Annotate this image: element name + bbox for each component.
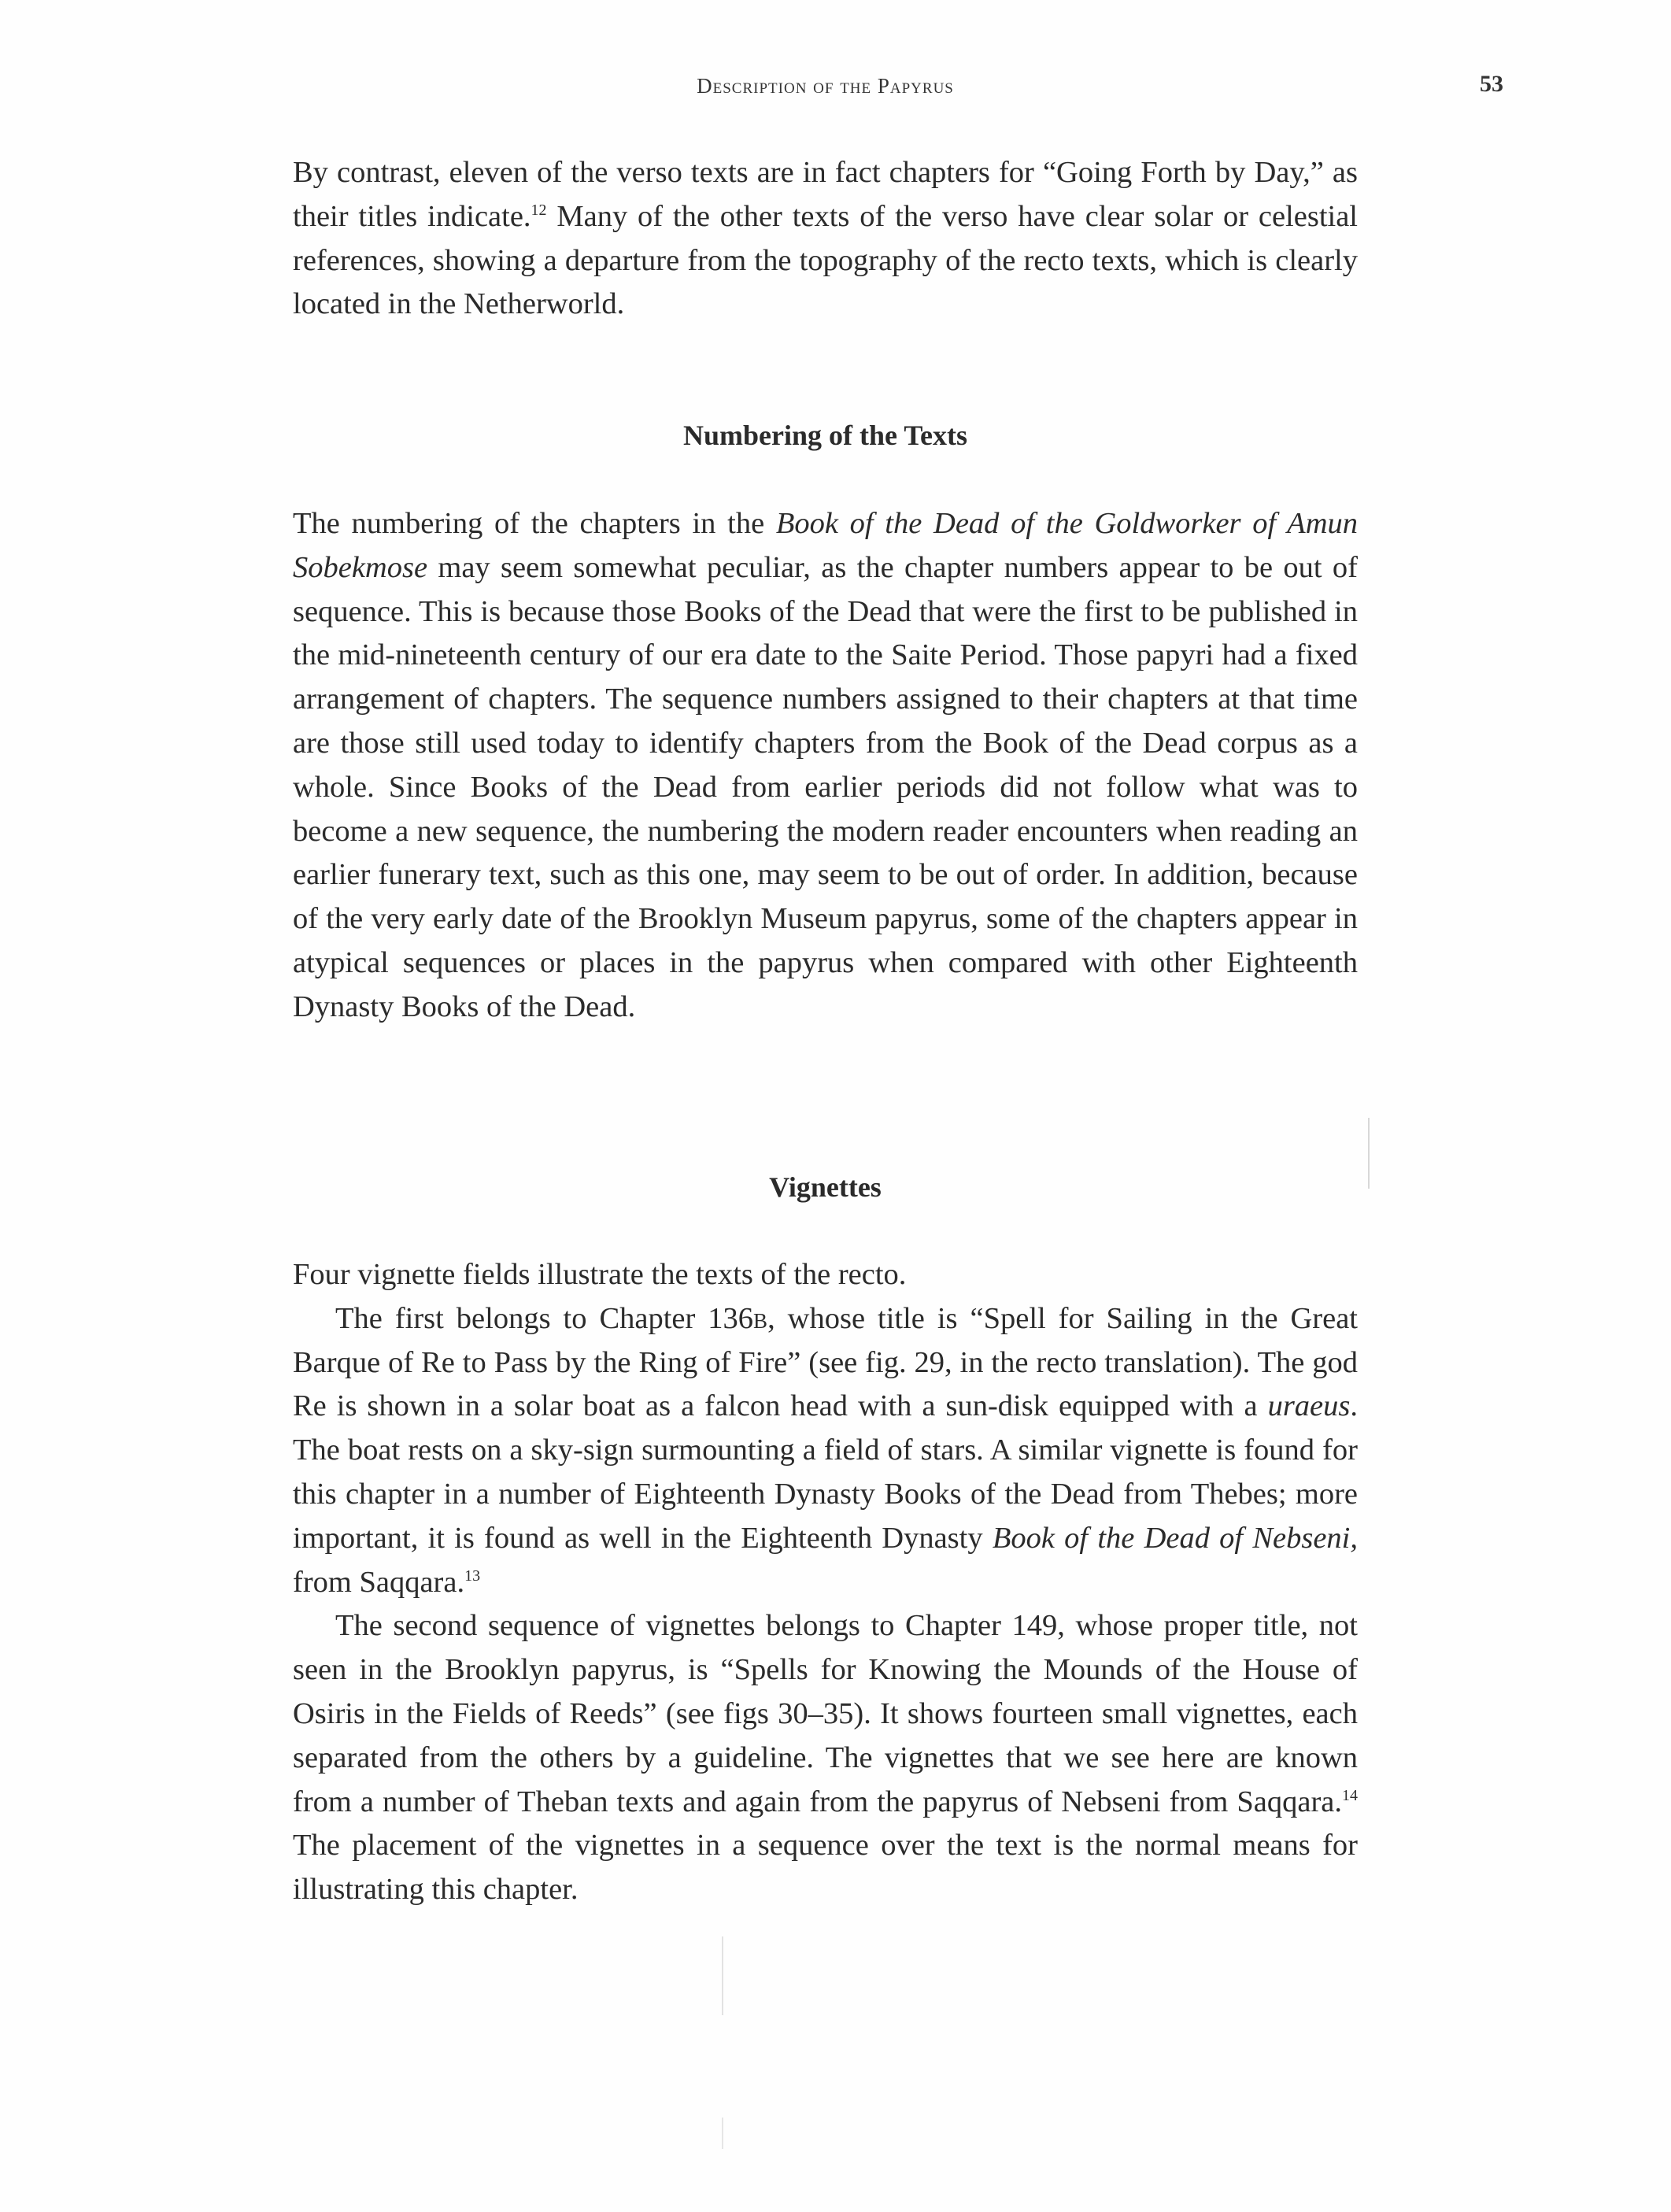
- vignettes-paragraph-2: [293, 1297, 1358, 1605]
- paragraph-text: By contrast, eleven of the verso texts are in fact chapters for “Going Forth by Day,” as their titles indicate.: [293, 156, 1358, 233]
- book-title: Book of the Dead of Nebseni,: [992, 1521, 1358, 1555]
- numbering-paragraph: [293, 502, 1358, 1030]
- intro-paragraph: [293, 151, 1358, 327]
- chapter-suffix: b: [753, 1301, 768, 1335]
- paragraph-text: The second sequence of vignettes belongs to Chapter 149, whose proper title, not seen in the Brooklyn papyrus, is “Spells for Knowing the Mounds of the House of Osiris in the Fields of Reeds” (see figs 30–35). It shows fourteen small vignettes, each separated from the others by a guideline. The vignettes that we see here are known from a number of Theban texts and again from the papyrus of Nebseni from Saqqara.: [293, 1609, 1358, 1818]
- paragraph-text: The first belongs to Chapter 136: [335, 1301, 754, 1335]
- italic-term: uraeus: [1267, 1389, 1351, 1423]
- paragraph-text: The numbering of the chapters in the: [293, 507, 776, 540]
- running-head: Description of the Papyrus: [697, 74, 954, 98]
- section-heading-vignettes: Vignettes: [769, 1171, 882, 1203]
- book-title: Book of the Dead of the Goldworker of Amun Sobekmose: [293, 507, 1358, 584]
- intro-section: [293, 151, 1358, 327]
- vignettes-paragraph-1: Four vignette fields illustrate the texts of the recto.: [293, 1258, 907, 1291]
- scan-artifact: [722, 2118, 723, 2149]
- paragraph-text: , whose title is “Spell for Sailing in the Great Barque of Re to Pass by the Ring of Fire” (see fig. 29, in the recto translation). The god Re is shown in a solar boat as a falcon head with a sun-disk equipped with a: [293, 1301, 1358, 1423]
- vignettes-paragraph-3: [293, 1604, 1358, 1912]
- paragraph-text: may seem somewhat peculiar, as the chapter numbers appear to be out of sequence. This is because those Books of the Dead that were the first to be published in the mid-nineteenth century of our era date to the Saite Period. Those papyri had a fixed arrangement of chapters. The sequence numbers assigned to their chapters at that time are those still used today to identify chapters from the Book of the Dead corpus as a whole. Since Books of the Dead from earlier periods did not follow what was to become a new sequence, the numbering the modern reader encounters when reading an earlier funerary text, such as this one, may seem to be out of order. In addition, because of the very early date of the Brooklyn Museum papyrus, some of the chapters appear in atypical sequences or places in the papyrus when compared with other Eighteenth Dynasty Books of the Dead.: [293, 550, 1358, 1023]
- numbering-section: [293, 502, 1358, 1030]
- paragraph-text: Many of the other texts of the verso have clear solar or celestial references, showing a departure from the topography of the recto texts, which is clearly located in the Netherworld.: [293, 199, 1359, 321]
- footnote-marker[interactable]: 12: [531, 201, 547, 219]
- paragraph-text: The placement of the vignettes in a sequence over the text is the normal means for illustrating this chapter.: [293, 1829, 1358, 1907]
- paragraph-text: from Saqqara.: [293, 1565, 465, 1599]
- footnote-marker[interactable]: 13: [464, 1567, 481, 1585]
- scan-artifact: [1368, 1118, 1370, 1189]
- vignettes-section: [293, 1253, 1358, 1912]
- scan-artifact: [722, 1936, 723, 2015]
- paragraph-text: . The boat rests on a sky-sign surmounting a field of stars. A similar vignette is found for this chapter in a number of Eighteenth Dynasty Books of the Dead from Thebes; more important, it is found as well in the Eighteenth Dynasty: [293, 1389, 1358, 1555]
- section-heading-numbering: Numbering of the Texts: [682, 420, 968, 451]
- page-number: 53: [1480, 71, 1503, 97]
- footnote-marker[interactable]: 14: [1342, 1786, 1358, 1804]
